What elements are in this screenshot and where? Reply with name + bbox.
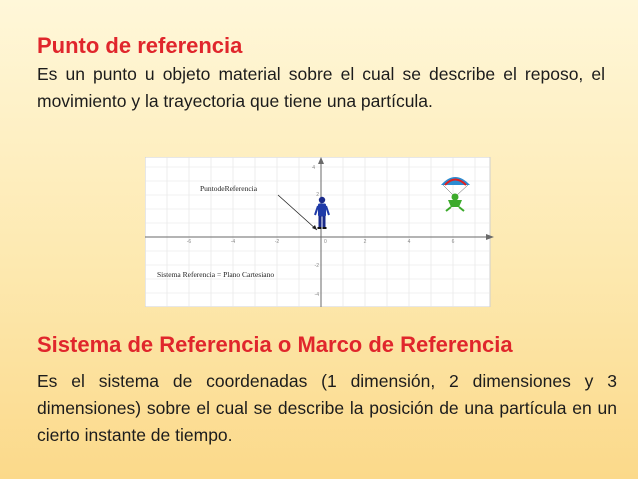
section-paragraph-punto-referencia: Es un punto u objeto material sobre el cual se describe el reposo, el movimiento y la trayectoria que tiene una partícula. xyxy=(37,64,605,111)
section-title-punto-referencia: Punto de referencia xyxy=(37,33,243,58)
y-tick-label: -4 xyxy=(314,292,319,298)
x-tick-label: -2 xyxy=(274,239,280,245)
section-paragraph-sistema-referencia: Es el sistema de coordenadas (1 dimensión, 2 dimensiones y 3 dimensiones) sobre el cual se describe la posición de una partícula en un cierto instante de tiempo. xyxy=(37,371,617,445)
reference-system-label: Sistema Referencia = Plano Cartesiano xyxy=(157,270,275,279)
y-tick-label: 4 xyxy=(312,165,315,171)
x-tick-label: 4 xyxy=(407,239,411,245)
section-title-sistema-referencia: Sistema de Referencia o Marco de Referencia xyxy=(37,332,513,357)
x-tick-label: -6 xyxy=(186,239,192,245)
y-tick-label: -2 xyxy=(314,263,319,269)
x-tick-label: -4 xyxy=(230,239,236,245)
cartesian-plane-figure xyxy=(145,157,495,307)
y-tick-label: 2 xyxy=(316,192,319,198)
reference-point-label: PuntodeReferencia xyxy=(200,184,258,193)
x-tick-label: 2 xyxy=(363,239,367,245)
x-tick-label: 0 xyxy=(324,239,327,245)
x-tick-label: 6 xyxy=(451,239,455,245)
